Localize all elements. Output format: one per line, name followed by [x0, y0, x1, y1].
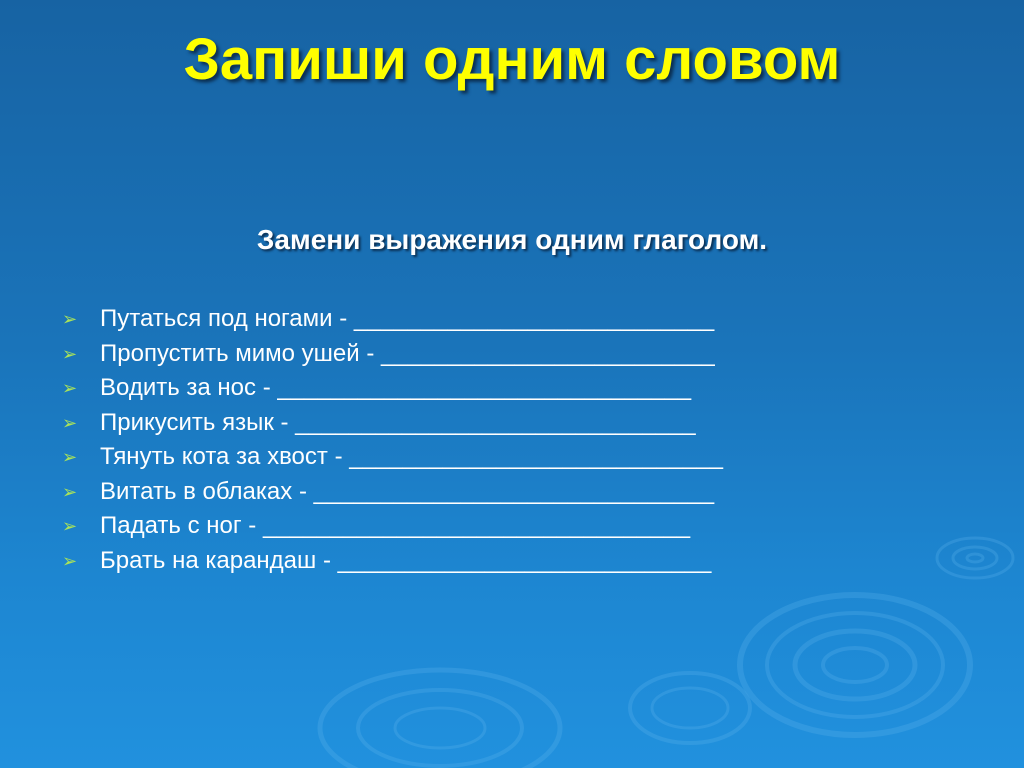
list-item	[58, 544, 723, 579]
list-item-text: Тянуть кота за хвост - ____________________________	[100, 443, 723, 470]
list-item-text: Падать с ног - ________________________________	[100, 512, 691, 539]
list-item	[58, 337, 723, 372]
list-item-text: Витать в облаках - ______________________________	[100, 477, 715, 505]
list-item-text: Брать на карандаш - ____________________________	[100, 546, 712, 574]
task-instruction: Замени выражения одним глаголом.	[256, 224, 768, 255]
list-item-text: Водить за нос - _______________________________	[100, 374, 692, 401]
list-item	[58, 302, 723, 337]
arrow-bullet-icon: ➢	[62, 447, 78, 467]
list-item	[58, 371, 723, 406]
arrow-bullet-icon: ➢	[62, 412, 78, 433]
list-item-text: Путаться под ногами - ___________________________	[100, 305, 715, 332]
arrow-bullet-icon: ➢	[62, 550, 78, 571]
list-item	[58, 475, 723, 510]
list-item-text: Пропустить мимо ушей - _________________________	[100, 339, 715, 367]
arrow-bullet-icon: ➢	[62, 343, 78, 364]
list-item	[58, 509, 723, 544]
arrow-bullet-icon: ➢	[62, 516, 78, 536]
expression-list	[58, 302, 723, 578]
arrow-bullet-icon: ➢	[62, 309, 78, 329]
list-item-text: Прикусить язык - ______________________________	[100, 408, 696, 436]
arrow-bullet-icon: ➢	[62, 378, 78, 398]
list-item	[58, 406, 723, 441]
arrow-bullet-icon: ➢	[62, 481, 78, 502]
list-item	[58, 440, 723, 475]
slide-title: Запиши одним словом	[183, 27, 841, 92]
